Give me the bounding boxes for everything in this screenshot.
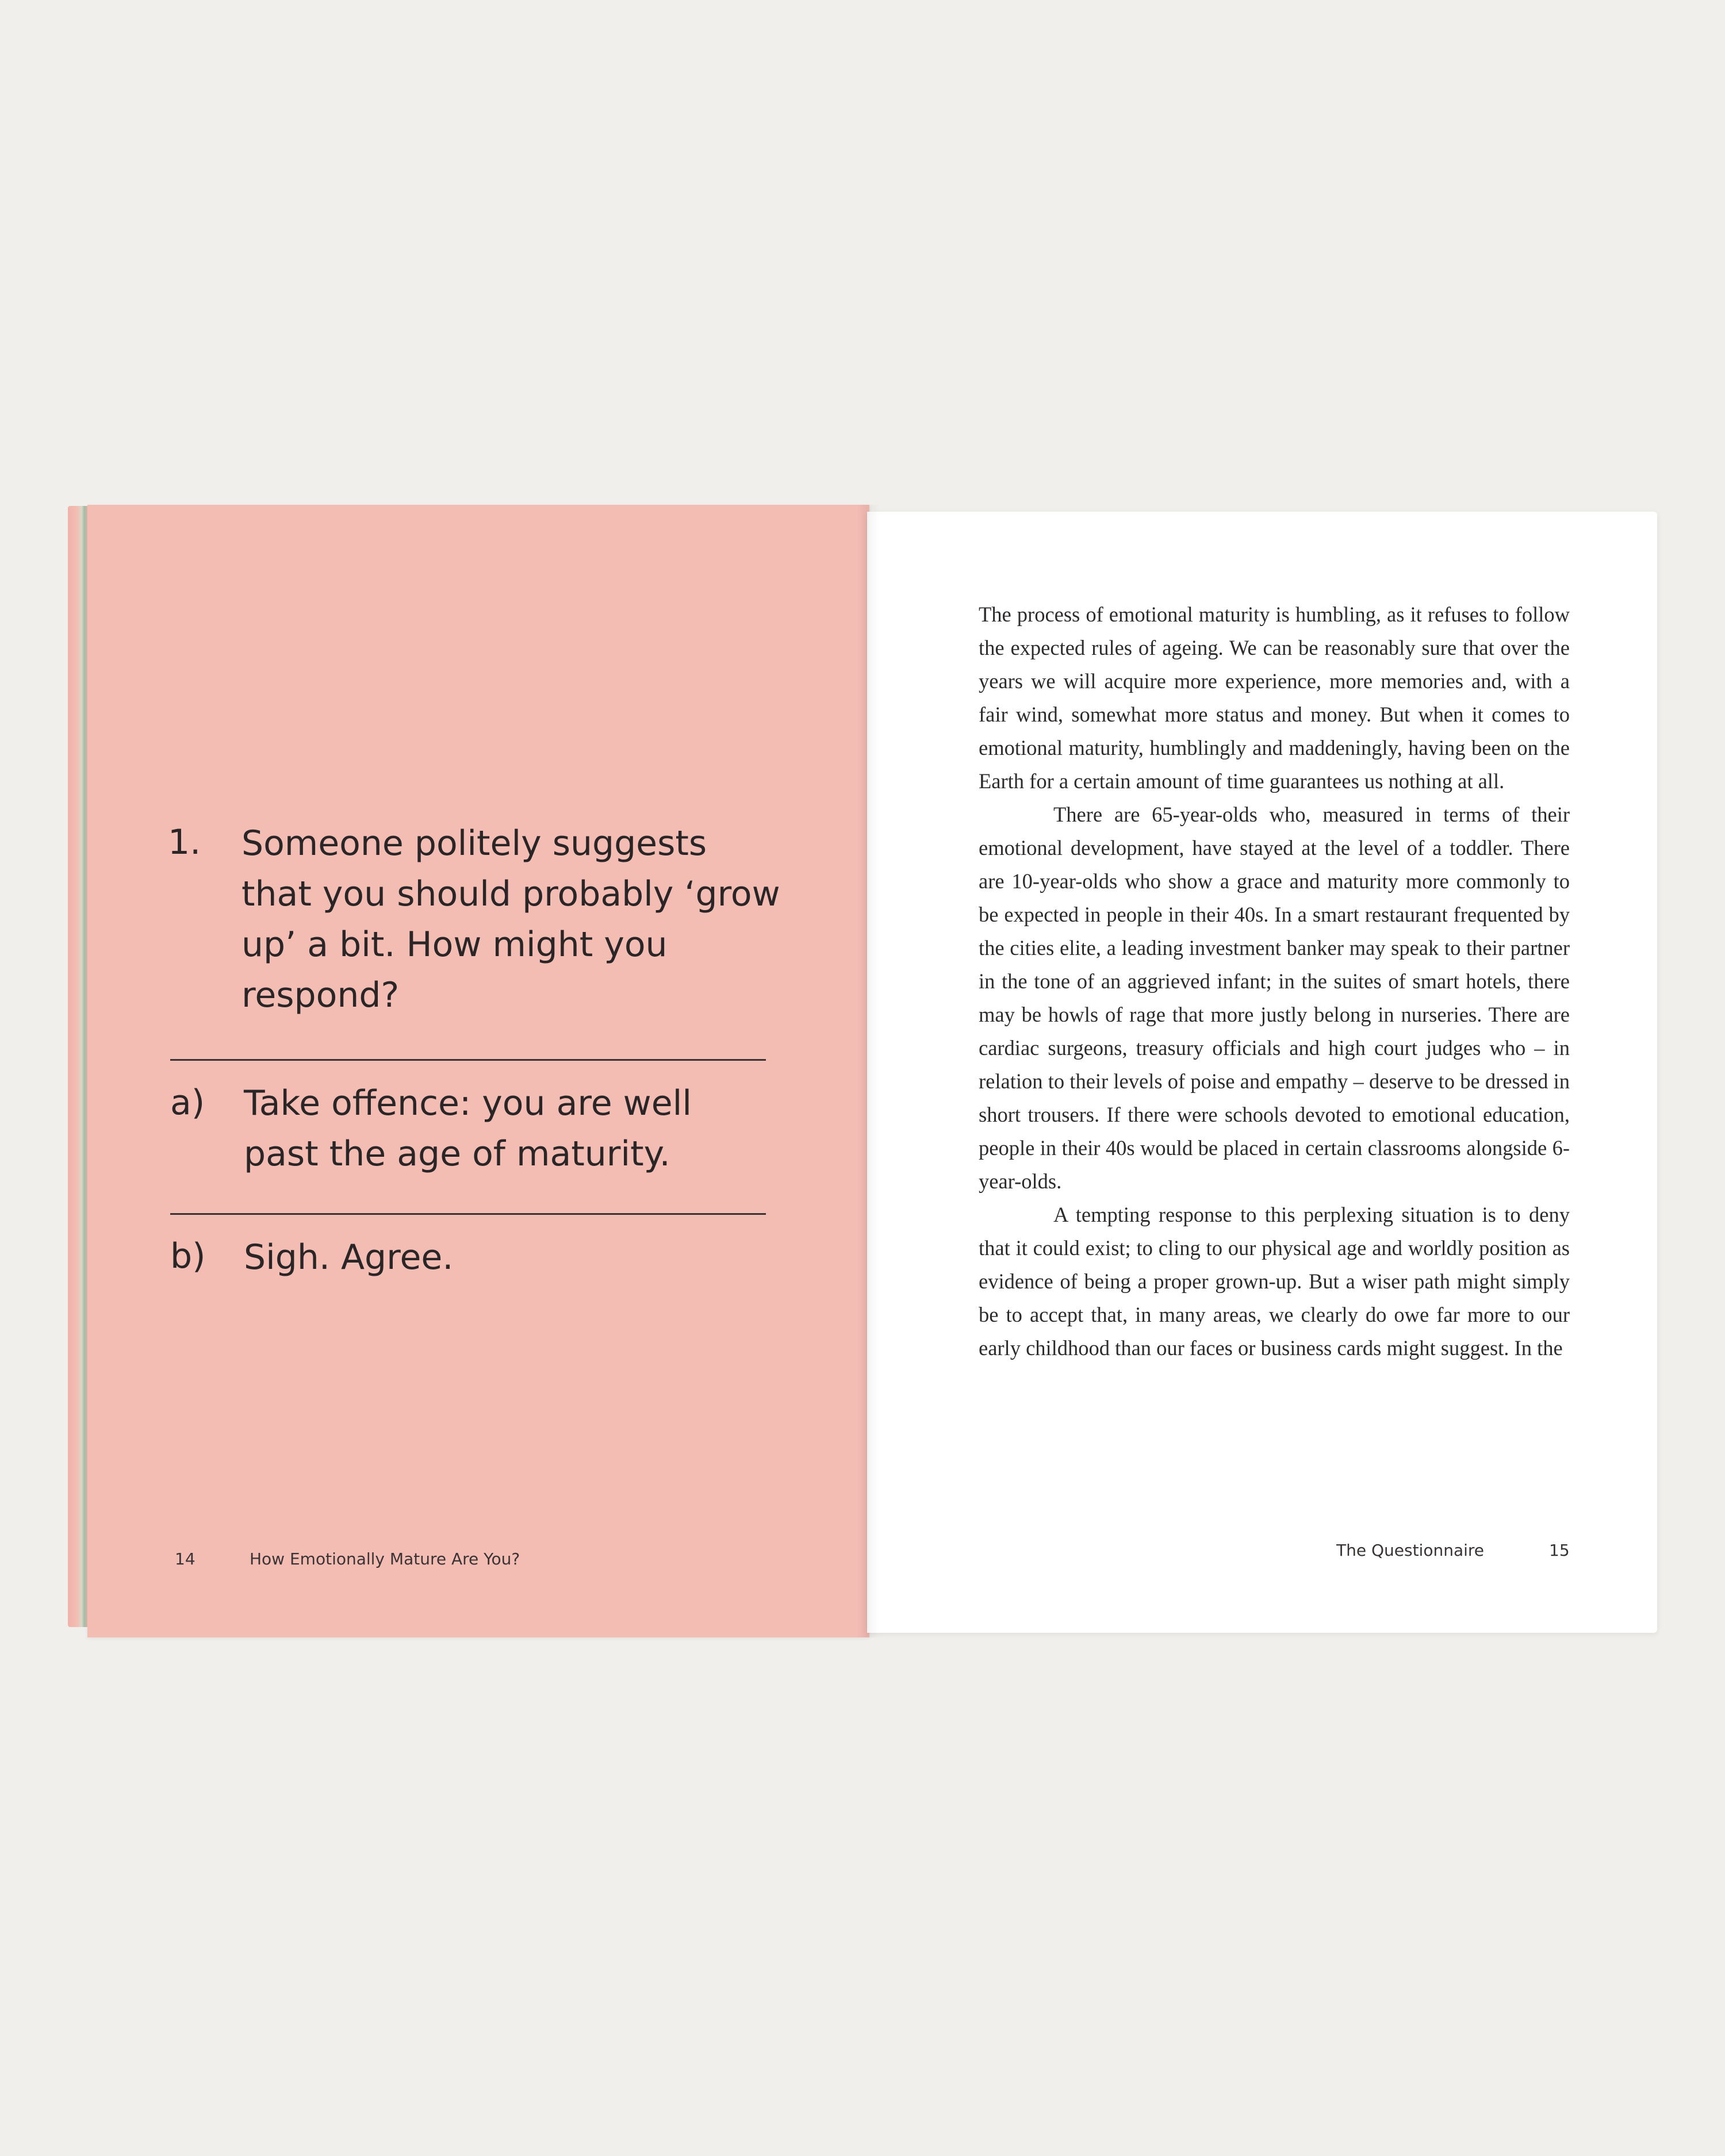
question-text: Someone politely suggests that you should probably ‘grow up’ a bit. How might you respond?: [241, 823, 780, 1015]
answer-a-letter: a): [170, 1083, 205, 1123]
divider-rule: [170, 1059, 766, 1061]
answer-b-letter: b): [170, 1236, 206, 1276]
body-text: [979, 598, 1570, 1365]
divider-rule: [170, 1213, 766, 1215]
gutter-shadow: [857, 505, 880, 1637]
answer-b-text: Sigh. Agree.: [244, 1237, 454, 1278]
folio-number-left: 14: [175, 1549, 195, 1568]
paragraph: There are 65-year-olds who, measured in terms of their emotional development, have stayed at the level of a toddler. There are 10-year-olds who show a grace and maturity more commonly to be expected in people in their 40s. In a smart restaurant frequented by the cities elite, a leading investment banker may speak to their partner in the tone of an aggrieved infant; in the suites of smart hotels, there may be howls of rage that more justly belong in nurseries. There are cardiac surgeons, treasury officials and high court judges who – in relation to their levels of poise and empathy – deserve to be dressed in short trousers. If there were schools devoted to emotional education, people in their 40s would be placed in certain classrooms alongside 6-year-olds.: [979, 803, 1570, 1193]
answer-a-text: Take offence: you are well past the age of maturity.: [244, 1083, 692, 1174]
paragraph: The process of emotional maturity is humbling, as it refuses to follow the expected rules of ageing. We can be reasonably sure that over the years we will acquire more experience, more memories and, with a fair wind, somewhat more status and money. But when it comes to emotional maturity, humblingly and maddeningly, having been on the Earth for a certain amount of time guarantees us nothing at all.: [979, 603, 1570, 793]
running-title-right: The Questionnaire: [1336, 1541, 1485, 1560]
paragraph: A tempting response to this perplexing situation is to deny that it could exist; to cling to our physical age and worldly position as evidence of being a proper grown-up. But a wiser path might simply be to accept that, in many areas, we clearly do owe far more to our early childhood than our faces or business cards might suggest. In the: [979, 1203, 1570, 1360]
running-title-left: How Emotionally Mature Are You?: [250, 1549, 520, 1568]
left-page: [87, 505, 869, 1637]
question-number: 1.: [168, 822, 201, 862]
folio-number-right: 15: [1549, 1541, 1570, 1560]
right-page: [867, 512, 1657, 1633]
